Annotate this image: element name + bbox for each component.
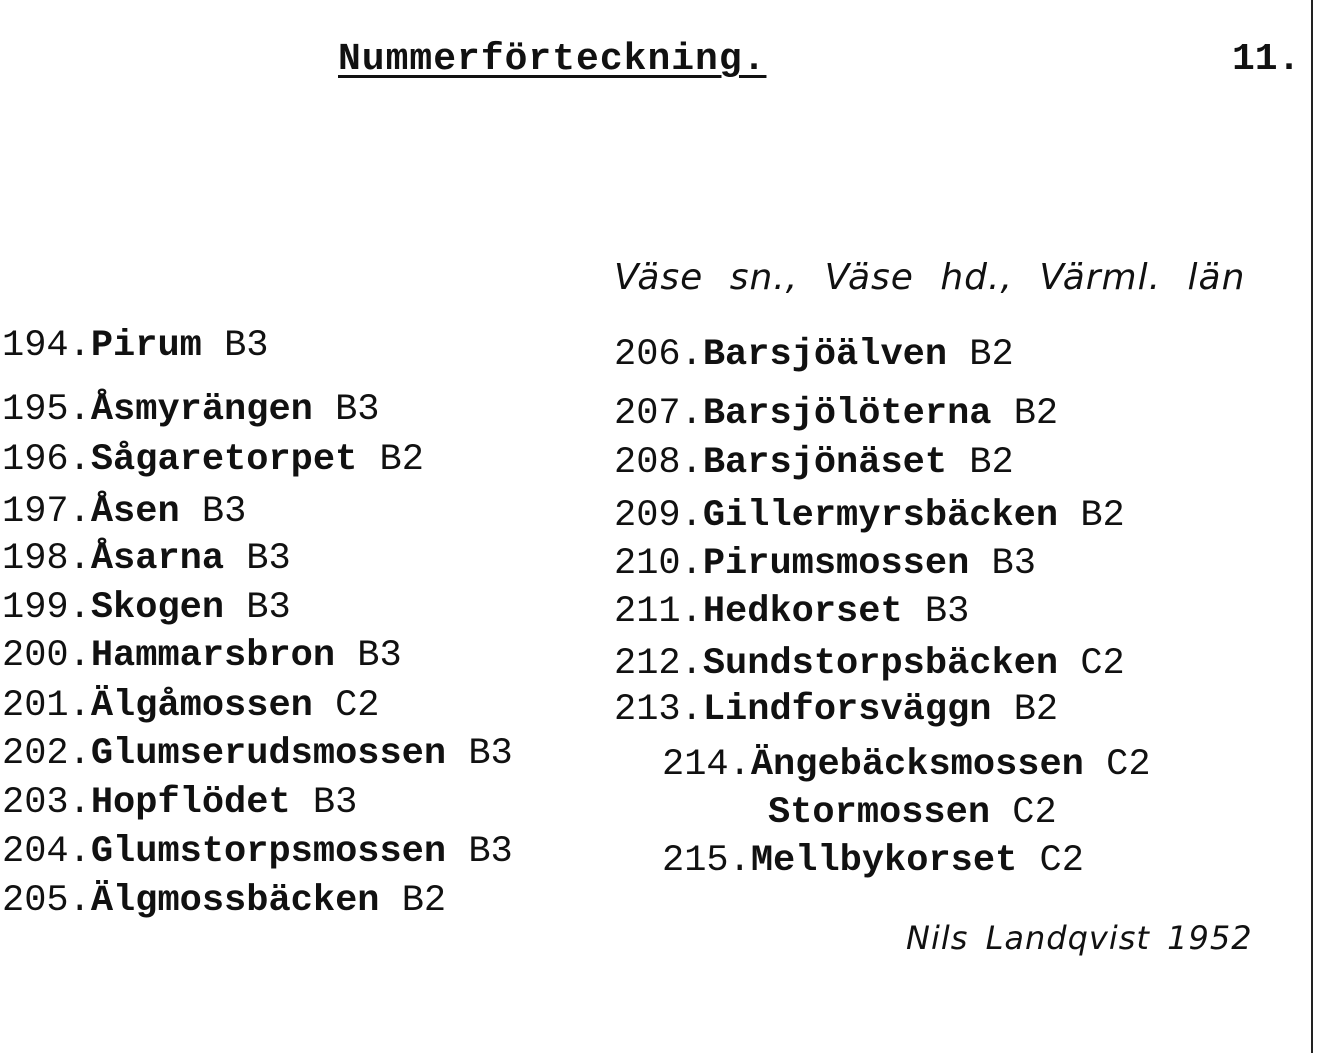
entry-name: Åsmyrängen <box>90 389 313 431</box>
entry-code: B3 <box>468 733 513 775</box>
entry-code: B2 <box>969 442 1014 484</box>
entry-number: 203. <box>2 782 91 824</box>
entry-name: Stormossen <box>768 792 991 834</box>
page-number: 11. <box>1232 38 1301 81</box>
entry-number: 195. <box>2 389 91 431</box>
entry-number: 207. <box>614 393 703 435</box>
entry-name: Ängebäcksmossen <box>750 744 1084 786</box>
entry-code: B3 <box>312 782 358 824</box>
entry-code: B3 <box>991 543 1036 585</box>
entry-name: Barsjölöterna <box>702 393 992 435</box>
entry-code: C2 <box>1012 792 1057 834</box>
list-item <box>2 635 402 677</box>
list-item <box>2 439 424 481</box>
list-item <box>2 831 513 873</box>
list-item <box>614 643 1125 685</box>
entry-number: 211. <box>614 591 703 633</box>
entry-number: 199. <box>2 587 91 629</box>
entry-name: Hammarsbron <box>90 635 336 677</box>
list-item <box>614 442 1014 484</box>
entry-number: 201. <box>2 685 91 727</box>
entry-code: B2 <box>1013 689 1059 731</box>
entry-code: B2 <box>1080 495 1125 537</box>
entry-name: Glumserudsmossen <box>90 733 447 775</box>
list-item <box>2 389 380 431</box>
entry-number: 209. <box>614 495 703 537</box>
entry-code: B2 <box>1013 393 1059 435</box>
entry-code: B2 <box>379 439 424 481</box>
entry-number: 215. <box>662 840 751 882</box>
list-item <box>2 538 291 580</box>
entry-number: 212. <box>614 643 703 685</box>
entry-number: 198. <box>2 538 91 580</box>
list-item <box>662 840 1084 882</box>
entry-code: B3 <box>246 538 291 580</box>
list-item <box>2 587 291 629</box>
signature: Nils Landqvist 1952 <box>906 919 1253 957</box>
entry-number: 200. <box>2 635 91 677</box>
list-item <box>614 591 970 633</box>
list-item <box>2 782 358 824</box>
entry-number: 204. <box>2 831 91 873</box>
entry-code: B2 <box>401 880 447 922</box>
list-item <box>2 325 269 367</box>
entry-number: 213. <box>614 689 703 731</box>
entry-code: B3 <box>335 389 380 431</box>
list-item <box>2 733 513 775</box>
entry-name: Älgåmossen <box>90 685 313 727</box>
entry-name: Mellbykorset <box>750 840 1018 882</box>
entry-code: C2 <box>1106 744 1151 786</box>
entry-number: 208. <box>614 442 703 484</box>
entry-code: C2 <box>1039 840 1084 882</box>
entry-code: B2 <box>969 334 1014 376</box>
entry-number: 194. <box>2 325 91 367</box>
entry-name: Pirumsmossen <box>702 543 970 585</box>
page-title: Nummerförteckning. <box>338 38 767 81</box>
entry-name: Pirum <box>90 325 202 367</box>
entry-code: C2 <box>1080 643 1125 685</box>
list-item <box>2 685 380 727</box>
entry-number: 197. <box>2 491 91 533</box>
region-heading: Väse sn., Väse hd., Värml. län <box>614 257 1246 298</box>
entry-code: B3 <box>246 587 291 629</box>
entry-code: B3 <box>201 491 247 533</box>
entry-code: B3 <box>468 831 513 873</box>
entry-name: Barsjönäset <box>702 442 948 484</box>
entry-number: 206. <box>614 334 703 376</box>
entry-code: C2 <box>335 685 380 727</box>
entry-number: 214. <box>662 744 751 786</box>
entry-name: Hedkorset <box>702 591 903 633</box>
entry-code: B3 <box>924 591 970 633</box>
list-item <box>614 689 1059 731</box>
list-item <box>614 543 1036 585</box>
list-item <box>2 491 247 533</box>
entry-name: Gillermyrsbäcken <box>702 495 1059 537</box>
list-item <box>768 792 1057 834</box>
entry-number: 196. <box>2 439 91 481</box>
entry-name: Lindforsväggn <box>702 689 992 731</box>
entry-name: Skogen <box>90 587 225 629</box>
entry-name: Barsjöälven <box>702 334 948 376</box>
list-item <box>662 744 1151 786</box>
entry-name: Älgmossbäcken <box>90 880 380 922</box>
entry-name: Hopflödet <box>90 782 291 824</box>
entry-code: B3 <box>357 635 402 677</box>
list-item <box>614 393 1059 435</box>
entry-code: B3 <box>224 325 269 367</box>
entry-number: 210. <box>614 543 703 585</box>
entry-number: 202. <box>2 733 91 775</box>
page-edge-rule <box>1311 0 1313 1053</box>
list-item <box>2 880 447 922</box>
entry-name: Glumstorpsmossen <box>90 831 447 873</box>
entry-name: Sågaretorpet <box>90 439 358 481</box>
entry-name: Åsen <box>90 491 180 533</box>
list-item <box>614 334 1014 376</box>
entry-name: Sundstorpsbäcken <box>702 643 1059 685</box>
entry-name: Åsarna <box>90 538 225 580</box>
list-item <box>614 495 1125 537</box>
entry-number: 205. <box>2 880 91 922</box>
